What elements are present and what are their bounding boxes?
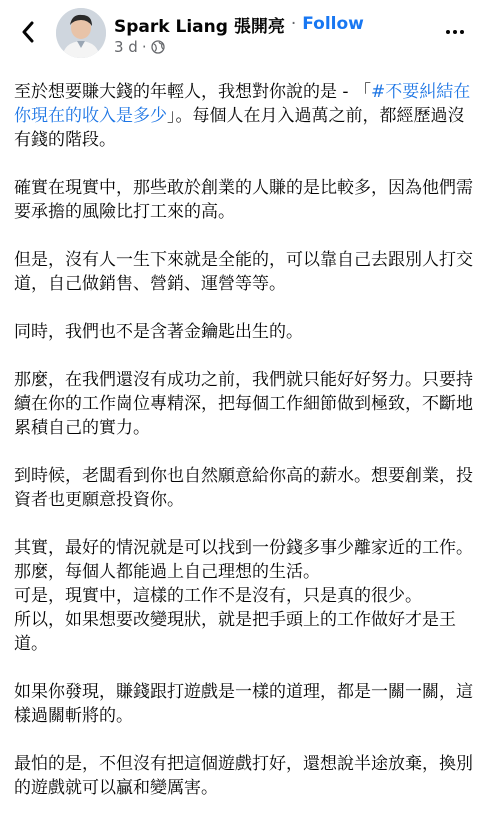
post-body (14, 80, 474, 800)
paragraph-line: 那麼，每個人都能過上自己理想的生活。 (14, 562, 320, 582)
paragraph-line: 所以，如果想要改變現狀，就是把手頭上的工作做好才是王道。 (14, 610, 456, 654)
more-options-button[interactable] (443, 22, 467, 42)
post-paragraph: 到時候，老闆看到你也自然願意給你高的薪水。想要創業，投資者也更願意投資你。 (14, 466, 473, 510)
paragraph-text: 至於想要賺大錢的年輕人，我想對你說的是 - 「 (14, 82, 371, 102)
name-separator: · (290, 14, 297, 34)
paragraph-text: 」。每個人在月入過萬之前，都經歷過沒有錢的階段。 (14, 106, 465, 150)
chevron-left-icon (21, 21, 35, 43)
follow-button[interactable]: Follow (302, 14, 364, 34)
post-paragraph: 最怕的是，不但沒有把這個遊戲打好，還想說半途放棄，換別的遊戲就可以贏和變厲害。 (14, 754, 473, 798)
post-paragraph: 但是，沒有人一生下來就是全能的，可以靠自己去跟別人打交道，自己做銷售、營銷、運營等等。 (14, 250, 473, 294)
more-dot-icon (446, 30, 450, 34)
more-dot-icon (460, 30, 464, 34)
post-header (0, 0, 481, 68)
paragraph-line: 可是，現實中，這樣的工作不是沒有，只是真的很少。 (14, 586, 422, 606)
more-dot-icon (453, 30, 457, 34)
avatar[interactable] (56, 8, 106, 58)
author-name[interactable]: Spark Liang 張開亮 (114, 16, 285, 37)
post-paragraph (14, 80, 474, 152)
post-paragraph: 如果你發現，賺錢跟打遊戲是一樣的道理，都是一關一關，這樣過關斬將的。 (14, 682, 473, 726)
post-time[interactable]: 3 d (114, 38, 138, 56)
post-paragraph: 確實在現實中，那些敢於創業的人賺的是比較多，因為他們需要承擔的風險比打工來的高。 (14, 178, 473, 222)
post-paragraph: 同時，我們也不是含著金鑰匙出生的。 (14, 322, 303, 342)
globe-icon (151, 40, 165, 54)
post-meta (114, 37, 165, 57)
back-button[interactable] (14, 18, 42, 46)
post-paragraph: 那麼，在我們還沒有成功之前，我們就只能好好努力。只要持續在你的工作崗位專精深，把每個工作細節做到極致，不斷地累積自己的實力。 (14, 370, 473, 438)
post-paragraph-group (14, 536, 474, 656)
author-row (114, 12, 364, 36)
meta-separator: · (141, 38, 147, 56)
hashtag-link[interactable]: #不要糾結在你現在的收入是多少 (14, 82, 471, 126)
paragraph-line: 其實，最好的情況就是可以找到一份錢多事少離家近的工作。 (14, 538, 473, 558)
